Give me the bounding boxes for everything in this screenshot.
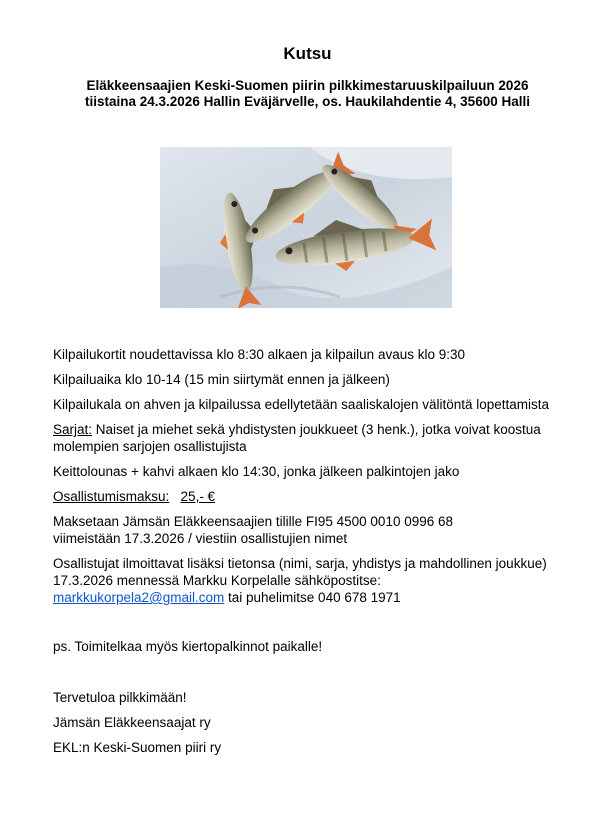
- registration-text: Osallistujat ilmoittavat lisäksi tietonsa (nimi, sarja, yhdistys ja mahdollinen joukkue) 17.3.2026 mennessä Markku Korpelalle sähköpostitse:: [53, 556, 547, 588]
- page-title: Kutsu: [283, 44, 332, 63]
- subtitle-line-2: tiistaina 24.3.2026 Hallin Eväjärvelle, os. Haukilahdentie 4, 35600 Halli: [85, 94, 530, 109]
- paragraph-fee: [53, 488, 573, 505]
- fee-label: Osallistumismaksu:: [53, 489, 170, 504]
- paragraph-competition-fish: Kilpailukala on ahven ja kilpailussa edellytetään saaliskalojen välitöntä lopettamista: [53, 397, 550, 412]
- payment-line-1: Maksetaan Jämsän Eläkkeensaajien tilille FI95 4500 0010 0996 68: [53, 514, 454, 529]
- page-subtitle: [0, 78, 615, 110]
- paragraph-competition-time: Kilpailuaika klo 10-14 (15 min siirtymät ennen ja jälkeen): [53, 372, 390, 387]
- fee-value: 25,- €: [180, 489, 216, 504]
- paragraph-series: [53, 421, 573, 455]
- subtitle-line-1: Eläkkeensaajien Keski-Suomen piirin pilkkimestaruuskilpailuun 2026: [86, 78, 529, 93]
- invitation-body: [53, 346, 573, 764]
- paragraph-lunch: Keittolounas + kahvi alkaen klo 14:30, jonka jälkeen palkintojen jako: [53, 464, 460, 479]
- paragraph-ps: ps. Toimitelkaa myös kiertopalkinnot paikalle!: [53, 639, 323, 654]
- signature-org-1: Jämsän Eläkkeensaajat ry: [53, 715, 211, 730]
- paragraph-registration: [53, 555, 573, 606]
- series-text: Naiset ja miehet sekä yhdistysten joukkueet (3 henk.), jotka voivat koostua molempien sarjojen osallistujista: [53, 422, 541, 454]
- paragraph-payment: [53, 513, 573, 547]
- paragraph-welcome: Tervetuloa pilkkimään!: [53, 690, 187, 705]
- registration-phone: tai puhelimitse 040 678 1971: [224, 590, 401, 605]
- paragraph-card-pickup: Kilpailukortit noudettavissa klo 8:30 alkaen ja kilpailun avaus klo 9:30: [53, 347, 466, 362]
- series-label: Sarjat:: [53, 422, 93, 437]
- payment-line-2: viimeistään 17.3.2026 / viestiin osallistujien nimet: [53, 531, 348, 546]
- fish-photo-icon: [160, 147, 452, 308]
- email-link[interactable]: markkukorpela2@gmail.com: [53, 590, 225, 605]
- signature-org-2: EKL:n Keski-Suomen piiri ry: [53, 740, 222, 755]
